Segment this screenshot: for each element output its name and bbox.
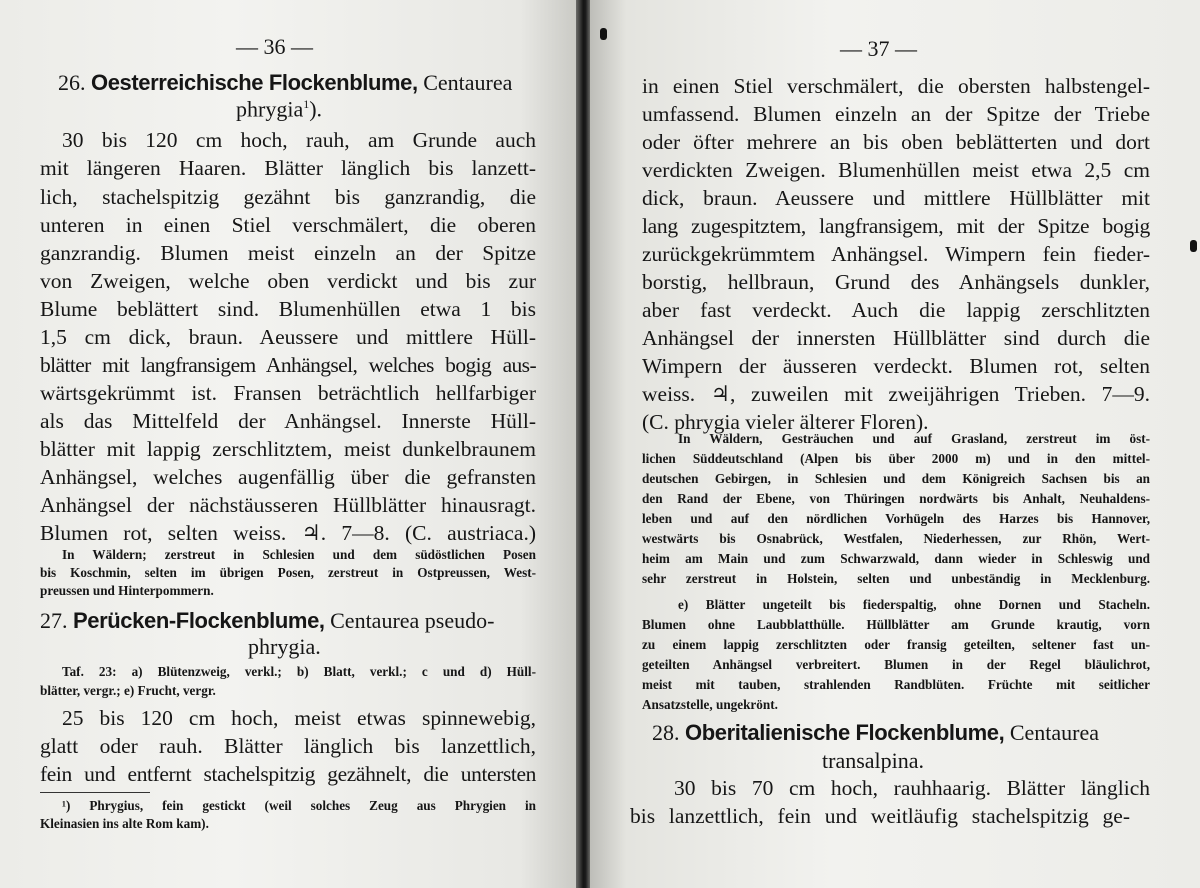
text-line: als das Mittelfeld der Anhängsel. Innerste Hüll- [40, 409, 536, 433]
text-line: 1,5 cm dick, braun. Aeussere und mittlere Hüll- [40, 325, 536, 349]
text-line: Wimpern der äusseren verdeckt. Blumen rot, selten [642, 354, 1150, 378]
ink-mark [600, 28, 607, 40]
species-name-de: Oberitalienische Flockenblume, [685, 720, 1005, 745]
text-line: Taf. 23: a) Blütenzweig, verkl.; b) Blatt, verkl.; c und d) Hüll- [62, 664, 536, 679]
text-line: In Wäldern; zerstreut in Schlesien und dem südöstlichen Posen [62, 547, 536, 562]
page-number: — 37 — [840, 36, 917, 61]
text-line: geteilten Anhängsel verbreitert. Blumen in der Regel bläulichrot, [642, 657, 1150, 672]
section-number: 26. [58, 70, 86, 95]
text-line: in einen Stiel verschmälert, die obersten halbstengel- [642, 74, 1150, 98]
text-line: Anhängsel der nächstäusseren Hüllblätter hinausragt. [40, 493, 536, 517]
section-number: 28. [652, 720, 680, 745]
heading-end: ). [309, 96, 323, 122]
text-line: umfassend. Blumen einzeln an der Spitze der Triebe [642, 102, 1150, 126]
text-line: preussen und Hinterpommern. [40, 583, 214, 598]
text-line: aber fast verdeckt. Auch die lappig zerschlitzten [642, 298, 1150, 322]
text-line: lichen Süddeutschland (Alpen bis über 2000 m) und in den mittel- [642, 451, 1150, 466]
text-line: blätter mit langfransigem Anhängsel, welches bogig aus- [40, 353, 536, 377]
latin-name: Centaurea [1009, 720, 1099, 745]
text-line: heim am Main und zum Schwarzwald, dann wieder in Schleswig und [642, 551, 1150, 566]
latin-name: phrygia [236, 96, 304, 122]
text-line: Anhängsel der innersten Hüllblätter sind durch die [642, 326, 1150, 350]
section-heading-26 [58, 72, 512, 94]
text-line: glatt oder rauh. Blätter länglich bis lanzettlich, [40, 734, 536, 758]
text-line: meist mit tauben, strahlenden Randblüten. Früchte mit seitlicher [642, 677, 1150, 692]
ink-mark [1190, 240, 1197, 252]
text-line: borstig, hellbraun, Grund des Anhängsels dunkler, [642, 270, 1150, 294]
text-line: blätter mit lappig zerschlitztem, meist dunkelbraunem [40, 437, 536, 461]
text-line: zu einem lappig zerschlitzten oder fransig geteilten, seltener fast un- [642, 637, 1150, 652]
text-line: unteren in einen Stiel verschmälert, die oberen [40, 213, 536, 237]
text-line: deutschen Gebirgen, in Schlesien und dem Königreich Sachsen bis an [642, 471, 1150, 486]
footnote-ref: 1 [303, 97, 310, 111]
text-line: ganzrandig. Blumen meist einzeln an der Spitze [40, 241, 536, 265]
text-line: oder öfter mehrere an bis oben beblätterten und dort [642, 130, 1150, 154]
text-line: Blume beblättert sind. Blumenhüllen etwa 1 bis [40, 297, 536, 321]
latin-name: Centaurea pseudo- [330, 608, 495, 633]
text-line: dick, braun. Aeussere und mittlere Hüllblätter mit [642, 186, 1150, 210]
text-line: (C. phrygia vieler älterer Floren). [642, 410, 929, 434]
text-line: lang zugespitztem, langfransigem, mit der Spitze bogig [642, 214, 1150, 238]
text-line: zurückgekrümmtem Anhängsel. Wimpern fein fieder- [642, 242, 1150, 266]
text-line: Blumen rot, selten weiss. ♃. 7—8. (C. austriaca.) [40, 521, 536, 545]
page-number: — 36 — [236, 34, 313, 59]
text-line: e) Blätter ungeteilt bis fiederspaltig, ohne Dornen und Stacheln. [678, 597, 1150, 612]
species-name-de: Perücken-Flockenblume, [73, 608, 325, 633]
text-line: leben und auf den nördlichen Vorhügeln des Harzes bis Hannover, [642, 511, 1150, 526]
latin-name: Centaurea [423, 70, 513, 95]
left-page [0, 0, 578, 888]
text-line: blätter, vergr.; e) Frucht, vergr. [40, 683, 216, 698]
text-line: lich, stachelspitzig gezähnt bis ganzrandig, die [40, 185, 536, 209]
text-line: 30 bis 120 cm hoch, rauh, am Grunde auch [62, 128, 536, 152]
latin-name: transalpina. [822, 748, 925, 773]
text-line: bis Koschmin, selten im übrigen Posen, zerstreut in Ostpreussen, West- [40, 565, 536, 580]
text-line: wärtsgekrümmt ist. Fransen beträchtlich hellfarbiger [40, 381, 536, 405]
text-line: den Rand der Ebene, von Thüringen nordwärts bis Anhalt, Neuhaldens- [642, 491, 1150, 506]
latin-name: phrygia. [248, 634, 321, 659]
section-heading-28 [652, 722, 1099, 744]
text-line: westwärts bis Osnabrück, Westfalen, Niederhessen, zur Rhön, Wert- [642, 531, 1150, 546]
text-line: Anhängsel, welches augenfällig über die gefransten [40, 465, 536, 489]
section-heading-27 [40, 610, 494, 632]
text-line: Blumen ohne Laubblatthülle. Hüllblätter am Grunde krautig, vorn [642, 617, 1150, 632]
text-line: 25 bis 120 cm hoch, meist etwas spinnewebig, [62, 706, 536, 730]
text-line: fein und entfernt stachelspitzig gezähnelt, die untersten [40, 762, 536, 786]
footnote-divider [40, 792, 150, 793]
text-line: Ansatzstelle, ungekrönt. [642, 697, 778, 712]
text-line: verdickten Zweigen. Blumenhüllen meist etwa 2,5 cm [642, 158, 1150, 182]
section-number: 27. [40, 608, 68, 633]
text-line: In Wäldern, Gesträuchen und auf Grasland, zerstreut im öst- [678, 431, 1150, 446]
text-line: weiss. ♃, zuweilen mit zweijährigen Trieben. 7—9. [642, 382, 1150, 406]
section-heading-26-line2 [236, 98, 322, 120]
text-line: Kleinasien ins alte Rom kam). [40, 816, 209, 831]
text-line: 30 bis 70 cm hoch, rauhhaarig. Blätter länglich [674, 776, 1150, 800]
text-line: bis lanzettlich, fein und weitläufig stachelspitzig ge- [630, 804, 1130, 828]
text-line: von Zweigen, welche oben verdickt und bis zur [40, 269, 536, 293]
species-name-de: Oesterreichische Flockenblume, [91, 70, 418, 95]
text-line: mit längeren Haaren. Blätter länglich bis lanzett- [40, 156, 536, 180]
right-page [590, 0, 1200, 888]
text-line: sehr zerstreut in Holstein, selten und unbeständig in Mecklenburg. [642, 571, 1150, 586]
text-line: ¹) Phrygius, fein gestickt (weil solches Zeug aus Phrygien in [62, 798, 536, 813]
